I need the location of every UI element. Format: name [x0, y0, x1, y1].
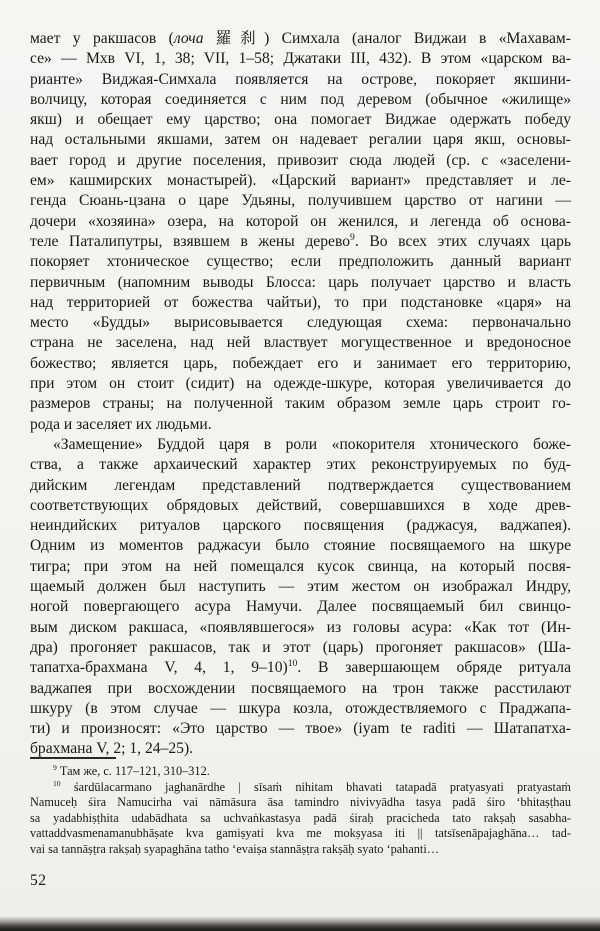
- text-line: Одним из моментов раджасуи было стояние посвящаемого на шкуре: [30, 537, 571, 555]
- text-line: рианте» Виджая-Симхала появляется на острове, покоряет якшини-: [30, 70, 571, 88]
- text-line: над остальными якшами, затем он надевает регалии царя якш, основы-: [30, 131, 571, 149]
- text-line: вает город и другие поселения, привозит сюда людей (ср. с «заселени-: [30, 151, 571, 169]
- text-line: при этом он стоит (сидит) на одежде-шкуре, которая увеличивается до: [30, 375, 571, 393]
- text-line: дочери «хозяина» озера, на которой он женился, и легенда об основа-: [30, 212, 571, 230]
- text-line: дийским легендам представлений подтверждается существованием: [30, 476, 571, 494]
- footnote-10: [30, 780, 571, 858]
- text-line: вым диском ракшаса, «появлявшегося» из головы асура: «Как тот (Ин-: [30, 618, 571, 636]
- text-line: божество; является царь, побеждает его и занимает его территорию,: [30, 354, 571, 372]
- text-line: дра) прогоняет ракшасов, так и этот (царь) прогоняет ракшасов» (Ша-: [30, 638, 571, 656]
- text-line: генда Сюань-цзана о царе Удьяны, получившем царство от нагини —: [30, 192, 571, 210]
- text-line: рода и заселяет их людьми.: [30, 415, 212, 433]
- text-line: тапатха-брахмана V, 4, 1, 9–10)$^{10}$. В завершающем обряде ритуала: [30, 658, 572, 677]
- paragraph-continuation: [30, 29, 571, 435]
- text-line: брахмана V, 2; 1, 24–25).: [30, 740, 194, 758]
- text-line: Namuceḥ śira Namucirha vai nāmāsura āsa tamindro nivivyādha tasya padā śiro ‘bhitaṣṭhau: [30, 795, 571, 809]
- scan-bottom-edge-shadow: [0, 916, 600, 931]
- text-line: волчицу, которая соединяется с ним под деревом (обычное «жилище»: [30, 90, 571, 108]
- text-line: vattaddvasmenamanubhāṣate kva gamiṣyati kva me mokṣyasa iti || tatsīsenāpajaghāna… tad-: [30, 826, 571, 840]
- text-line: ногой повергающего асура Намучи. Далее посвящаемый бил свинцо-: [30, 598, 571, 616]
- text-line: $^{10}$ śardūlacarmano jaghanārdhe | sīsaṁ nihitam bhavati tatapadā pratyasyati pratyastaṁ: [53, 778, 571, 794]
- main-text: [30, 29, 571, 760]
- text-line: страна не заселена, над ней властвует могущественное и вредоносное: [30, 334, 571, 352]
- page-number: 52: [30, 872, 47, 889]
- text-line: шкуру (в этом случае — шкура козла, отождествляемого с Праджапа-: [30, 699, 571, 717]
- text-line: неиндийских ритуалов царского посвящения (раджасуя, ваджапея).: [30, 517, 571, 535]
- text-line: «Замещение» Буддой царя в роли «покорителя хтонического боже-: [53, 435, 571, 453]
- text-line: $^9$ Там же, с. 117–121, 310–312.: [53, 762, 210, 778]
- text-line: над территорией от божества чайтьи), то при подстановке «царя» на: [30, 293, 571, 311]
- text-line: теле Паталипутры, взявшем в жены дерево$^9$. Во всех этих случаях царь: [30, 231, 571, 250]
- footnote-separator-rule: [30, 757, 116, 759]
- text-line: sa yadabhiṣṭhita udabādhata sa uchvaṅkastasya padā śiraḥ pracicheda tato rakṣaḥ sasabha-: [30, 810, 571, 825]
- text-line: vai sa tannāṣṭra rakṣaḥ syapaghāna tatho ‘evaiṣa stannāṣṭra rakṣāḥ syato ‘pahanti…: [30, 841, 440, 856]
- text-line: ваджапея при восхождении посвящаемого на трон также расстилают: [30, 679, 571, 697]
- footnotes-block: [30, 764, 571, 857]
- text-line: соответствующих обрядовых действий, совершавшихся в ходе древ-: [30, 496, 571, 514]
- text-line: якш) и обещает ему царство; она помогает Виджае одержать победу: [30, 111, 571, 129]
- text-line: щаемый должен был наступить — этим жестом он изображал Индру,: [30, 578, 571, 596]
- text-line: место «Будды» вырисовывается следующая схема: первоначально: [30, 314, 571, 332]
- text-line: первичным (напомним выводы Блосса: царь получает царство и власть: [30, 273, 571, 291]
- paragraph-2: [30, 435, 571, 760]
- text-line: ем» кашмирских монастырей). «Царский вариант» представляет и ле-: [30, 172, 571, 190]
- text-line: мает у ракшасов (лоча 羅刹) Симхала (аналог Виджаи в «Махавам-: [30, 30, 571, 47]
- text-line: тигра; при этом на ней помещался кусок свинца, на который посвя-: [30, 557, 571, 575]
- text-line: се» — Мхв VI, 1, 38; VII, 1–58; Джатаки III, 432). В этом «царском ва-: [30, 50, 571, 68]
- text-line: ти) и произносят: «Это царство — твое» (iyam te raditi — Шатапатха-: [30, 720, 571, 738]
- footnote-9: [30, 764, 571, 780]
- text-line: размеров страны; на полученной таким образом земле царь строит го-: [30, 395, 571, 413]
- text-line: ства, а также архаический характер этих реконструируемых по буд-: [30, 456, 571, 474]
- text-line: покоряет хтоническое существо; если предположить данный вариант: [30, 253, 571, 271]
